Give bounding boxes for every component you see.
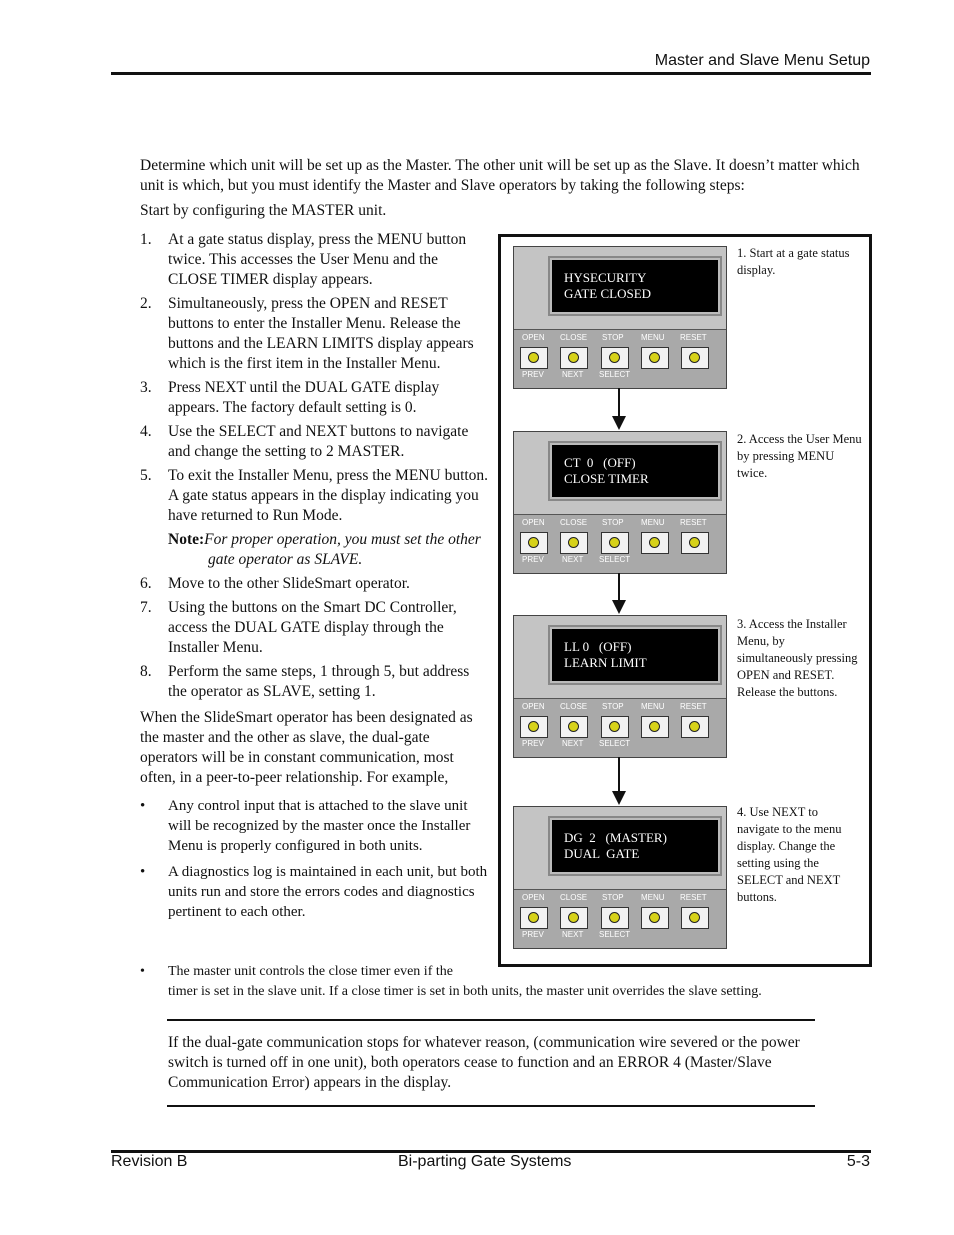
note-continuation: gate operator as SLAVE. <box>208 551 363 568</box>
reset-label: RESET <box>680 518 707 527</box>
menu-label: MENU <box>641 702 665 711</box>
bullet-item <box>140 796 490 856</box>
led-icon <box>689 721 700 732</box>
down-arrow-icon <box>618 757 620 803</box>
close-label: CLOSE <box>560 333 588 342</box>
menu-label: MENU <box>641 518 665 527</box>
reset-button <box>681 716 709 738</box>
step-number: 6. <box>140 575 152 592</box>
close-button <box>560 907 588 929</box>
reset-button <box>681 347 709 369</box>
intro-paragraph: Determine which unit will be set up as the Master. The other unit will be set up as the Slave. It doesn’t matter which unit is which, but you must identify the Master and Slave operators by taking the following steps: <box>140 157 860 194</box>
lcd-line-2: DUAL GATE <box>564 846 640 861</box>
button-row <box>514 699 726 757</box>
controller-panel <box>513 246 727 389</box>
open-button <box>520 347 548 369</box>
lcd-display <box>548 625 722 685</box>
select-label: SELECT <box>599 370 631 379</box>
display-housing <box>514 616 726 699</box>
reset-button <box>681 907 709 929</box>
stop-label: STOP <box>602 518 624 527</box>
led-icon <box>649 912 660 923</box>
step-caption: 4. Use NEXT to navigate to the menu display. Change the setting using the SELECT and NEXT buttons. <box>737 805 842 904</box>
step-text: Press NEXT until the DUAL GATE display appears. The factory default setting is 0. <box>168 379 440 416</box>
page-header-title: Master and Slave Menu Setup <box>654 52 870 69</box>
controller-panel <box>513 615 727 758</box>
bullet-symbol: • <box>140 864 146 880</box>
bullet-symbol: • <box>140 964 145 979</box>
step-caption: 1. Start at a gate status display. <box>737 246 850 277</box>
stop-label: STOP <box>602 333 624 342</box>
warning-rule-bottom <box>167 1105 815 1107</box>
led-icon <box>568 912 579 923</box>
led-icon <box>689 912 700 923</box>
step-item <box>140 378 490 418</box>
header-rule <box>111 72 871 75</box>
stop-label: STOP <box>602 702 624 711</box>
controller-panel <box>513 806 727 949</box>
step-item <box>140 466 490 526</box>
step-number: 1. <box>140 231 152 248</box>
next-label: NEXT <box>562 739 584 748</box>
open-button <box>520 716 548 738</box>
close-button <box>560 347 588 369</box>
display-housing <box>514 807 726 890</box>
led-icon <box>568 352 579 363</box>
menu-label: MENU <box>641 333 665 342</box>
step-text: At a gate status display, press the MENU button twice. This accesses the User Menu and the CLOSE TIMER display appears. <box>168 231 467 288</box>
reset-button <box>681 532 709 554</box>
note-label: Note: <box>168 531 205 548</box>
step-text: To exit the Installer Menu, press the MENU button. A gate status appears in the display indicating you have returned to Run Mode. <box>168 467 489 524</box>
open-label: OPEN <box>522 333 545 342</box>
lcd-line-2: CLOSE TIMER <box>564 471 649 486</box>
warning-paragraph: If the dual-gate communication stops for whatever reason, (communication wire severed or the power switch is turned off in one unit), both operators cease to function and an ERROR 4 (Master/Slave Communication Error) appears in the display. <box>168 1034 800 1091</box>
bullet-symbol: • <box>140 798 146 814</box>
select-label: SELECT <box>599 555 631 564</box>
reset-label: RESET <box>680 333 707 342</box>
led-icon <box>689 537 700 548</box>
button-row <box>514 330 726 388</box>
down-arrow-icon <box>618 388 620 428</box>
step-text: Use the SELECT and NEXT buttons to navigate and change the setting to 2 MASTER. <box>168 423 469 460</box>
menu-button <box>641 347 669 369</box>
prev-label: PREV <box>522 930 544 939</box>
bullet-text: A diagnostics log is maintained in each unit, but both units run and store the errors codes and diagnostics pertinent to each other. <box>168 864 488 920</box>
led-icon <box>649 352 660 363</box>
led-icon <box>528 537 539 548</box>
lcd-line-1: HYSECURITY <box>564 270 647 285</box>
prev-label: PREV <box>522 555 544 564</box>
led-icon <box>528 721 539 732</box>
stop-button <box>601 532 629 554</box>
led-icon <box>649 721 660 732</box>
step-text: Move to the other SlideSmart operator. <box>168 575 410 592</box>
stop-button <box>601 907 629 929</box>
note <box>140 530 490 570</box>
last-bullet-line-2: timer is set in the slave unit. If a close timer is set in both units, the master unit overrides the slave setting. <box>168 984 762 999</box>
led-icon <box>609 537 620 548</box>
led-icon <box>528 912 539 923</box>
stop-button <box>601 716 629 738</box>
close-label: CLOSE <box>560 702 588 711</box>
lcd-line-1: DG 2 (MASTER) <box>564 830 667 845</box>
last-bullet-line-1: The master unit controls the close timer even if the <box>168 964 453 979</box>
open-button <box>520 907 548 929</box>
step-item <box>140 230 490 290</box>
lcd-line-1: LL 0 (OFF) <box>564 639 632 654</box>
display-housing <box>514 247 726 330</box>
led-icon <box>568 721 579 732</box>
step-item <box>140 662 490 702</box>
stop-label: STOP <box>602 893 624 902</box>
footer-revision: Revision B <box>111 1153 188 1170</box>
display-housing <box>514 432 726 515</box>
steps-column <box>140 230 490 928</box>
lcd-display <box>548 256 722 316</box>
footer-page-number: 5-3 <box>846 1153 870 1170</box>
next-label: NEXT <box>562 370 584 379</box>
controller-panel <box>513 431 727 574</box>
step-number: 2. <box>140 295 152 312</box>
led-icon <box>609 352 620 363</box>
relationship-paragraph: When the SlideSmart operator has been designated as the master and the other as slave, the dual-gate operators will be in constant communication, most often, in a peer-to-peer relationship. For example, <box>140 709 473 786</box>
step-item <box>140 422 490 462</box>
lcd-line-1: CT 0 (OFF) <box>564 455 636 470</box>
open-label: OPEN <box>522 518 545 527</box>
step-number: 3. <box>140 379 152 396</box>
step-number: 5. <box>140 467 152 484</box>
step-number: 8. <box>140 663 152 680</box>
step-text: Perform the same steps, 1 through 5, but address the operator as SLAVE, setting 1. <box>168 663 470 700</box>
next-label: NEXT <box>562 930 584 939</box>
led-icon <box>609 721 620 732</box>
open-button <box>520 532 548 554</box>
warning-rule-top <box>167 1019 815 1021</box>
lcd-display <box>548 441 722 501</box>
prev-label: PREV <box>522 370 544 379</box>
close-label: CLOSE <box>560 518 588 527</box>
close-button <box>560 716 588 738</box>
select-label: SELECT <box>599 739 631 748</box>
down-arrow-icon <box>618 573 620 612</box>
next-label: NEXT <box>562 555 584 564</box>
lcd-display <box>548 816 722 876</box>
start-instruction: Start by configuring the MASTER unit. <box>140 202 387 219</box>
menu-label: MENU <box>641 893 665 902</box>
menu-setup-diagram <box>498 234 872 967</box>
footer-section-title: Bi-parting Gate Systems <box>398 1153 572 1170</box>
stop-button <box>601 347 629 369</box>
prev-label: PREV <box>522 739 544 748</box>
select-label: SELECT <box>599 930 631 939</box>
reset-label: RESET <box>680 893 707 902</box>
step-caption: 2. Access the User Menu by pressing MENU twice. <box>737 432 862 480</box>
step-caption: 3. Access the Installer Menu, by simultaneously pressing OPEN and RESET. Release the buttons. <box>737 617 858 699</box>
step-text: Using the buttons on the Smart DC Controller, access the DUAL GATE display through the Installer Menu. <box>168 599 457 656</box>
step-number: 4. <box>140 423 152 440</box>
open-label: OPEN <box>522 702 545 711</box>
step-item <box>140 574 490 594</box>
bullet-item <box>140 862 490 922</box>
step-text: Simultaneously, press the OPEN and RESET buttons to enter the Installer Menu. Release the buttons and the LEARN LIMITS display appears which is the first item in the Installer Menu. <box>168 295 474 372</box>
last-bullet-item <box>140 962 840 1002</box>
led-icon <box>649 537 660 548</box>
lcd-line-2: LEARN LIMIT <box>564 655 647 670</box>
step-number: 7. <box>140 599 152 616</box>
step-item <box>140 294 490 374</box>
menu-button <box>641 532 669 554</box>
close-button <box>560 532 588 554</box>
button-row <box>514 890 726 948</box>
reset-label: RESET <box>680 702 707 711</box>
led-icon <box>528 352 539 363</box>
led-icon <box>689 352 700 363</box>
button-row <box>514 515 726 573</box>
step-item <box>140 598 490 658</box>
bullet-text: Any control input that is attached to the slave unit will be recognized by the master once the Installer Menu is properly configured in both units. <box>168 798 471 854</box>
led-icon <box>609 912 620 923</box>
close-label: CLOSE <box>560 893 588 902</box>
open-label: OPEN <box>522 893 545 902</box>
menu-button <box>641 716 669 738</box>
lcd-line-2: GATE CLOSED <box>564 286 652 301</box>
led-icon <box>568 537 579 548</box>
menu-button <box>641 907 669 929</box>
note-text: For proper operation, you must set the other <box>204 531 481 548</box>
